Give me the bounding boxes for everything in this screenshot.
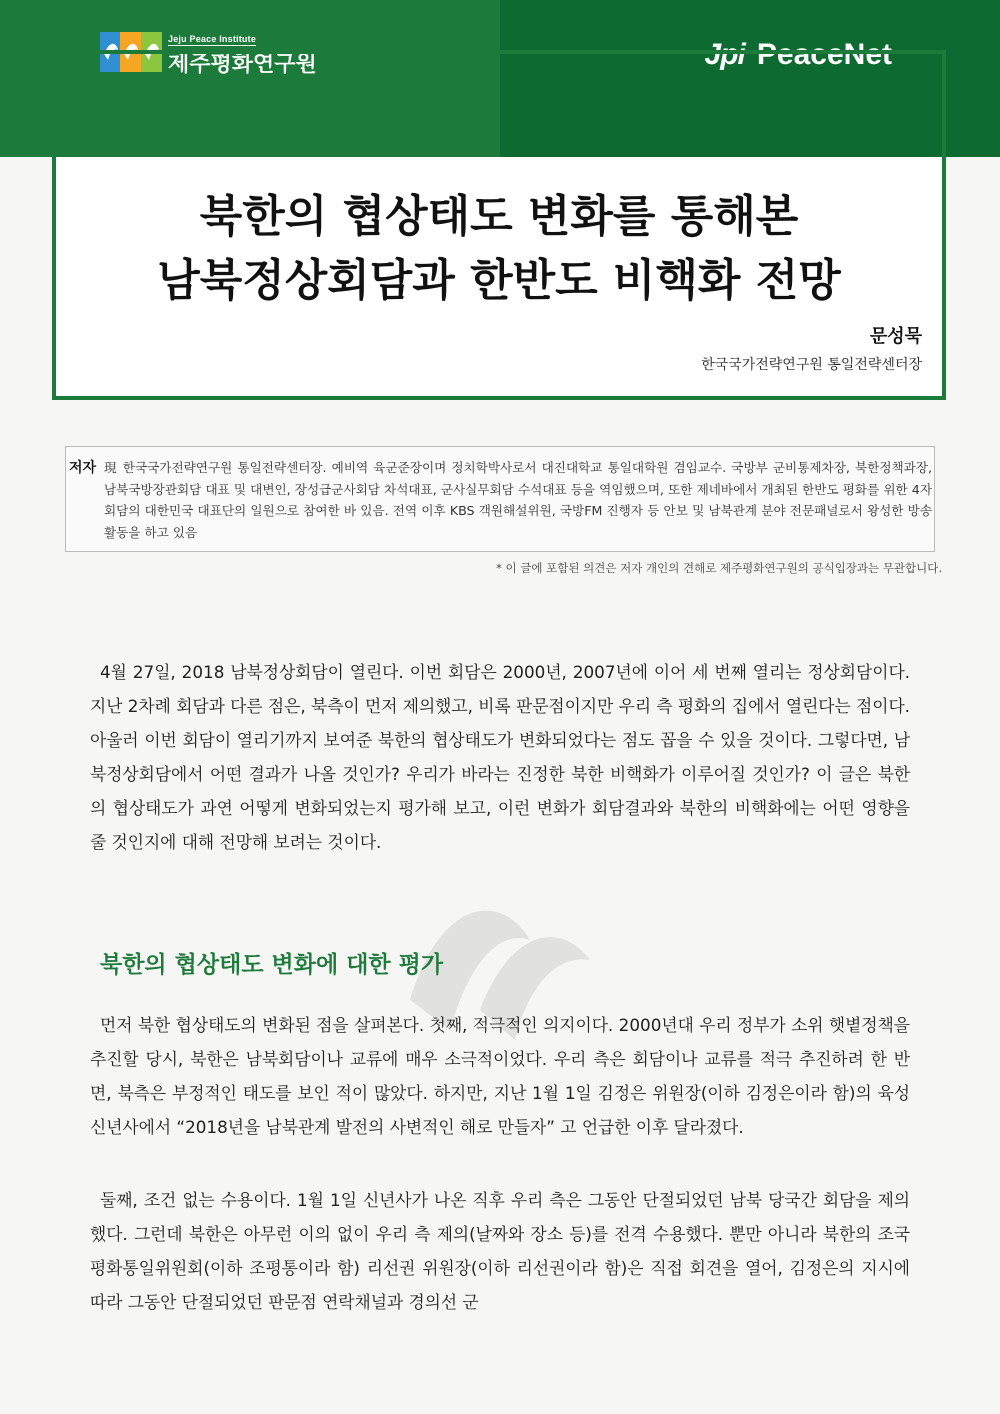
- page-title-line2: 남북정상회담과 한반도 비핵화 전망: [157, 255, 841, 306]
- logo-english: Jeju Peace Institute: [168, 33, 257, 44]
- author-name: 문성묵: [869, 326, 922, 347]
- section-title: 북한의 협상태도 변화에 대한 평가: [100, 952, 444, 978]
- intro-paragraph: 4월 27일, 2018 남북정상회담이 열린다. 이번 회담은 2000년, 2007년에 이어 세 번째 열리는 정상회담이다. 지난 2차례 회담과 다른 점은, 북측이 먼저 제의했고, 비록 판문점이지만 우리 측 평화의 집에서 열린다는 점이다. 아울러 이번 회담이 열리기까지 보여준 북한의 협상태도가 변화되었다는 점도 꼽을 수 있을 것이다. 그렇다면, 남북정상회담에서 어떤 결과가 나올 것인가? 우리가 바라는 진정한 북한 비핵화가 이루어질 것인가? 이 글은 북한의 협상태도가 과연 어떻게 변화되었는지 평가해 보고, 이런 변화가 회담결과와 북한의 비핵화에는 어떤 영향을 줄 것인지에 대해 전망해 보려는 것이다.: [90, 662, 910, 852]
- jpi-wordmark: Jpi: [704, 38, 745, 71]
- author-bio-box: [65, 446, 935, 552]
- disclaimer: * 이 글에 포함된 의견은 저자 개인의 견해로 제주평화연구원의 공식입장과는 무관합니다.: [496, 561, 942, 575]
- author-affiliation: 한국국가전략연구원 통일전략센터장: [701, 357, 922, 373]
- bio-text: 現 한국국가전략연구원 통일전략센터장. 예비역 육군준장이며 정치학박사로서 대진대학교 통일대학원 겸임교수. 국방부 군비통제차장, 북한정책과장, 남북국방장관회담 대표 및 대변인, 장성급군사회담 차석대표, 군사실무회담 수석대표 등을 역임했으며, 또한 제네바에서 개최된 한반도 평화를 위한 4자회담의 대한민국 대표단의 일원으로 참여한 바 있음. 전역 이후 KBS 객원해설위원, 국방FM 진행자 등 안보 및 남북관계 분야 전문패널로서 왕성한 방송활동을 하고 있음: [104, 460, 932, 540]
- logo-korean: 제주평화연구원: [168, 51, 317, 77]
- body-paragraph-2: 먼저 북한 협상태도의 변화된 점을 살펴본다. 첫째, 적극적인 의지이다. 2000년대 우리 정부가 소위 햇볕정책을 추진할 당시, 북한은 남북회담이나 교류에 매우 소극적이었다. 우리 측은 회담이나 교류를 적극 추진하려 한 반면, 북측은 부정적인 태도를 보인 적이 많았다. 하지만, 지난 1월 1일 김정은 위원장(이하 김정은이라 함)의 육성신년사에서 “2018년을 남북관계 발전의 사변적인 해로 만들자” 고 언급한 이후 달라졌다.: [90, 1015, 910, 1137]
- peacenet-wordmark: PeaceNet: [756, 38, 892, 71]
- body-paragraph-3: 둘째, 조건 없는 수용이다. 1월 1일 신년사가 나온 직후 우리 측은 그동안 단절되었던 남북 당국간 회담을 제의했다. 그런데 북한은 아무런 이의 없이 우리 측 제의(날짜와 장소 등)를 전격 수용했다. 뿐만 아니라 북한의 조국평화통일위원회(이하 조평통이라 함) 리선권 위원장(이하 리선권이라 함)은 직접 회견을 열어, 김정은의 지시에 따라 그동안 단절되었던 판문점 연락채널과 경의선 군: [90, 1190, 910, 1312]
- bio-label: 저자: [69, 460, 97, 476]
- page-title-line1: 북한의 협상태도 변화를 통해본: [199, 191, 799, 242]
